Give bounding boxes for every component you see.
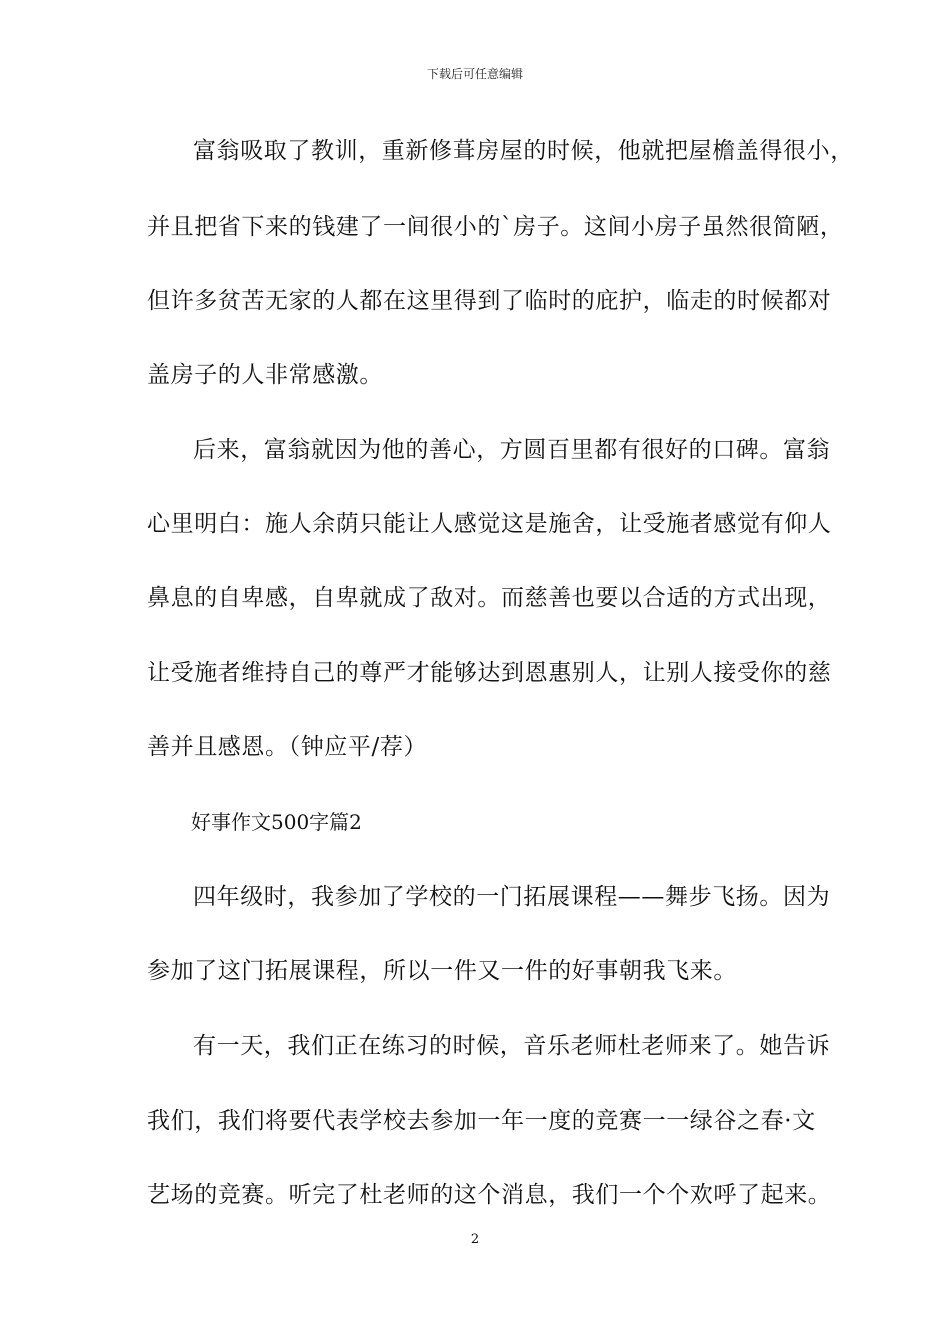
paragraph-4-line-3: 艺场的竞赛。听完了杜老师的这个消息，我们一个个欢呼了起来。	[147, 1182, 832, 1208]
paragraph-1-line-3: 但许多贫苦无家的人都在这里得到了临时的庇护，临走的时候都对	[147, 288, 832, 314]
paragraph-1-line-4: 盖房子的人非常感激。	[147, 362, 383, 388]
page-number: 2	[470, 1232, 480, 1247]
paragraph-4-line-2: 我们，我们将要代表学校去参加一年一度的竞赛一一绿谷之春·文	[147, 1108, 816, 1134]
paragraph-1-line-1: 富翁吸取了教训，重新修葺房屋的时候，他就把屋檐盖得很小，	[193, 138, 854, 164]
paragraph-2-line-2: 心里明白：施人余荫只能让人感觉这是施舍，让受施者感觉有仰人	[147, 511, 832, 537]
paragraph-2-line-1: 后来，富翁就因为他的善心，方圆百里都有很好的口碑。富翁	[193, 437, 831, 463]
paragraph-2-line-5: 善并且感恩。（钟应平/荐）	[147, 734, 428, 760]
paragraph-3-line-2: 参加了这门拓展课程，所以一件又一件的好事朝我飞来。	[147, 958, 737, 984]
paragraph-2-line-3: 鼻息的自卑感，自卑就成了敌对。而慈善也要以合适的方式出现，	[147, 585, 832, 611]
paragraph-1-line-2: 并且把省下来的钱建了一间很小的`房子。这间小房子虽然很简陋，	[147, 214, 844, 240]
page-header: 下载后可任意编辑	[426, 67, 523, 81]
paragraph-3-line-1: 四年级时，我参加了学校的一门拓展课程——舞步飞扬。因为	[193, 884, 831, 910]
paragraph-2-line-4: 让受施者维持自己的尊严才能够达到恩惠别人，让别人接受你的慈	[147, 660, 832, 686]
section-heading: 好事作文500字篇2	[191, 810, 362, 834]
paragraph-4-line-1: 有一天，我们正在练习的时候，音乐老师杜老师来了。她告诉	[193, 1033, 831, 1059]
